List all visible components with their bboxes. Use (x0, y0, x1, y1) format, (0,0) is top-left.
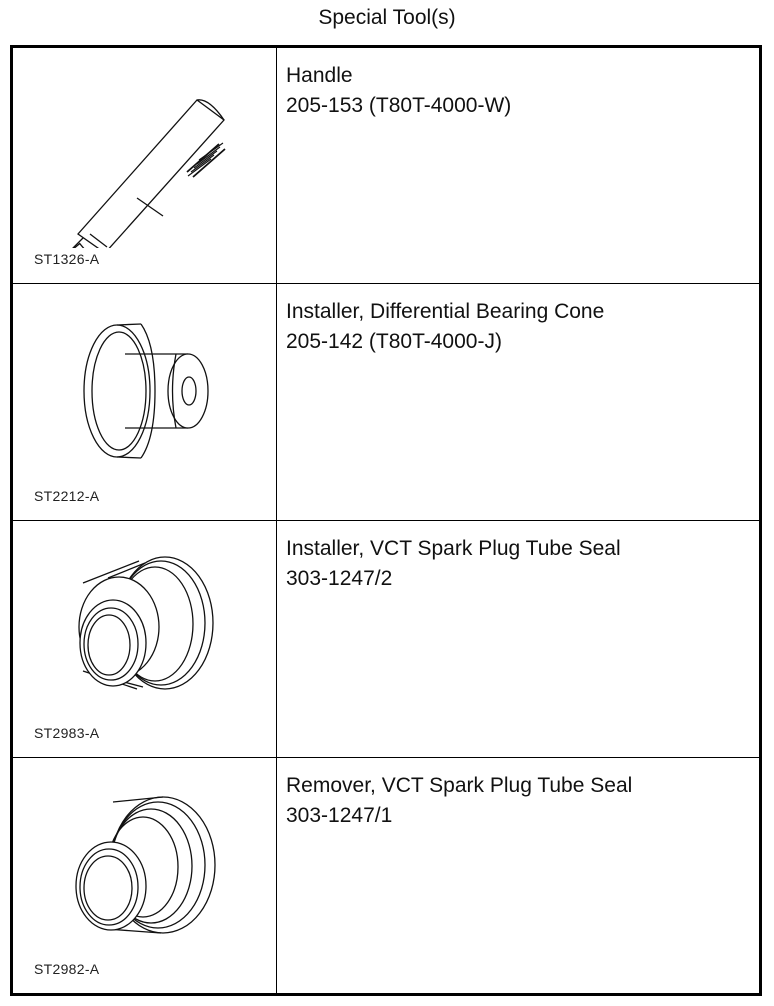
tool-row (12, 758, 761, 995)
tool-description-cell (277, 758, 761, 995)
illustration-code: ST2983-A (34, 725, 100, 741)
tool-name: Installer, Differential Bearing Cone (286, 300, 605, 323)
tool-name: Handle (286, 64, 353, 87)
tool-number: 205-142 (T80T-4000-J) (286, 330, 502, 353)
tool-row (12, 284, 761, 521)
tool-description-cell (277, 521, 761, 758)
tool-number: 303-1247/1 (286, 804, 393, 827)
tool-row (12, 521, 761, 758)
illustration-code: ST2982-A (34, 961, 100, 977)
tool-number: 205-153 (T80T-4000-W) (286, 94, 512, 117)
tool-illustration-cell (12, 284, 277, 521)
document-title: Special Tool(s) (318, 6, 456, 29)
tool-name: Remover, VCT Spark Plug Tube Seal (286, 774, 633, 797)
tool-description-cell (277, 47, 761, 284)
illustration-code: ST2212-A (34, 488, 100, 504)
tool-illustration-cell (12, 47, 277, 284)
tool-description-cell (277, 284, 761, 521)
tool-illustration-cell (12, 758, 277, 995)
tool-number: 303-1247/2 (286, 567, 393, 590)
tool-row (12, 47, 761, 284)
seal-installer-icon (13, 521, 276, 721)
tool-illustration-cell (12, 521, 277, 758)
bearing-cone-installer-icon (13, 284, 276, 484)
special-tools-table (10, 45, 762, 996)
tool-name: Installer, VCT Spark Plug Tube Seal (286, 537, 621, 560)
seal-remover-icon (13, 758, 276, 958)
illustration-code: ST1326-A (34, 251, 100, 267)
handle-tool-icon (13, 48, 276, 248)
